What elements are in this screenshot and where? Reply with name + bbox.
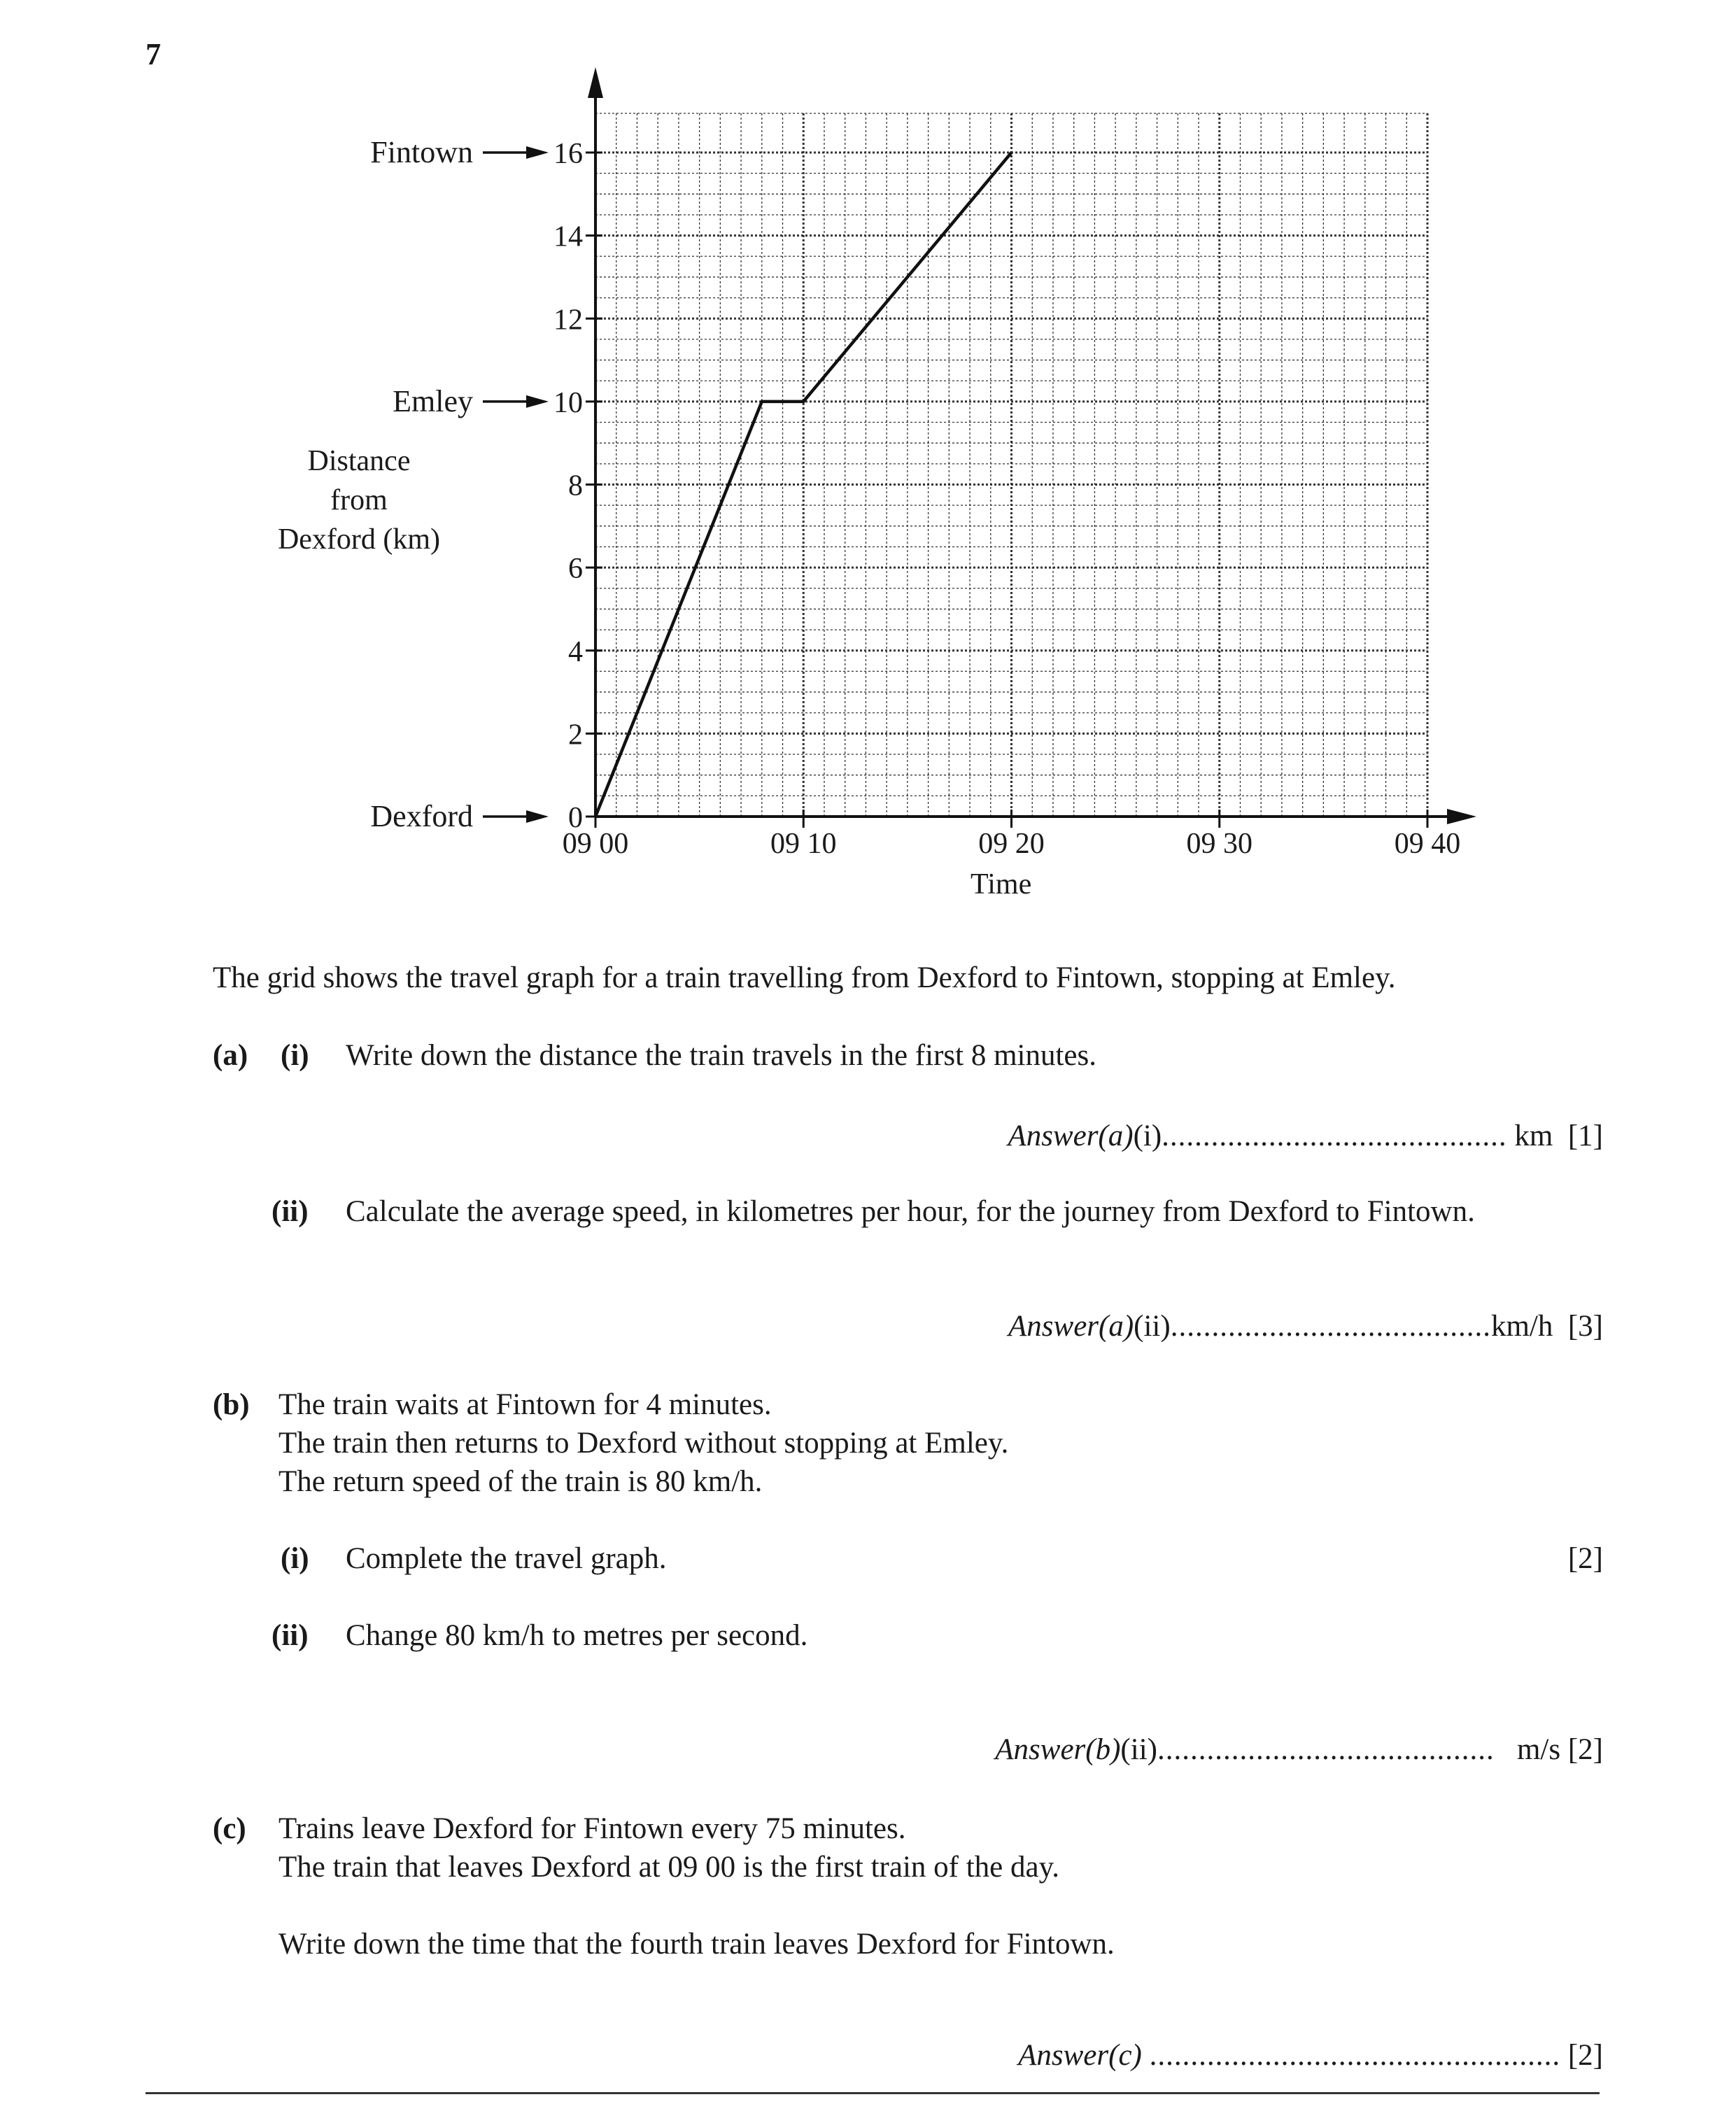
answer-b-ii-unit: m/s xyxy=(1516,1733,1561,1766)
part-b-i-label: (i) xyxy=(281,1542,309,1575)
y-tick-label: 2 xyxy=(568,719,583,751)
part-c-line3: Write down the time that the fourth train leaves Dexford for Fintown. xyxy=(278,1928,1115,1961)
part-a-ii-label: (ii) xyxy=(271,1195,309,1228)
part-c-line1: Trains leave Dexford for Fintown every 75 minutes. xyxy=(278,1812,906,1845)
part-a-i-label: (i) xyxy=(281,1039,309,1072)
y-tick-label: 10 xyxy=(553,386,583,419)
x-axis-arrowhead xyxy=(1447,809,1476,824)
answer-a-ii-label: Answer(a) xyxy=(1008,1310,1134,1343)
answer-a-ii-line xyxy=(1008,1308,1603,1345)
answer-a-i-unit: km xyxy=(1514,1120,1553,1152)
answer-a-i-marks: [1] xyxy=(1567,1120,1603,1152)
part-a-label: (a) xyxy=(213,1039,248,1072)
answer-b-ii-marks: [2] xyxy=(1567,1733,1603,1766)
answer-b-ii-label: Answer(b) xyxy=(995,1733,1121,1766)
question-number: 7 xyxy=(146,37,161,71)
bottom-rule xyxy=(146,2092,1600,2094)
y-tick-label: 12 xyxy=(553,304,583,337)
x-tick-label: 09 40 xyxy=(1394,828,1461,860)
answer-b-ii-line xyxy=(995,1732,1603,1768)
y-tick-label: 16 xyxy=(553,138,583,170)
answer-c-line xyxy=(1018,2038,1603,2074)
part-b-label: (b) xyxy=(213,1388,250,1421)
answer-a-i-line xyxy=(1008,1118,1603,1155)
place-arrowhead xyxy=(526,810,549,823)
y-axis-title-line: from xyxy=(330,484,388,516)
answer-a-ii-sub: (ii) xyxy=(1134,1310,1171,1343)
x-tick-label: 09 00 xyxy=(562,828,629,860)
part-b-line3: The return speed of the train is 80 km/h. xyxy=(278,1465,763,1498)
answer-b-ii-sub: (ii) xyxy=(1120,1733,1157,1766)
part-c-label: (c) xyxy=(213,1812,246,1845)
y-tick-label: 8 xyxy=(568,470,583,502)
y-axis-arrowhead xyxy=(588,67,603,98)
place-label: Emley xyxy=(393,383,473,418)
part-b-i-marks: [2] xyxy=(1567,1542,1603,1575)
answer-c-blank[interactable]: .................................................. xyxy=(1149,2039,1561,2072)
place-arrowhead xyxy=(526,395,549,408)
answer-a-i-blank[interactable]: .......................................... xyxy=(1162,1120,1507,1152)
y-axis-title-line: Distance xyxy=(307,445,411,477)
answer-a-ii-unit: km/h xyxy=(1490,1310,1553,1343)
answer-a-ii-blank[interactable]: ....................................... xyxy=(1170,1310,1491,1343)
part-c-line2: The train that leaves Dexford at 09 00 is the first train of the day. xyxy=(278,1851,1060,1884)
y-axis-title-line: Dexford (km) xyxy=(277,523,441,556)
intro-text: The grid shows the travel graph for a train travelling from Dexford to Fintown, stopping at Emley. xyxy=(213,961,1396,994)
x-tick-label: 09 10 xyxy=(770,828,837,860)
y-tick-label: 0 xyxy=(568,802,583,834)
part-b-line2: The train then returns to Dexford without stopping at Emley. xyxy=(278,1427,1009,1460)
part-b-ii-label: (ii) xyxy=(271,1619,309,1652)
x-axis-title: Time xyxy=(971,868,1032,901)
part-a-ii-text: Calculate the average speed, in kilometres per hour, for the journey from Dexford to Fintown. xyxy=(346,1195,1475,1228)
answer-a-i-sub: (i) xyxy=(1133,1120,1162,1152)
part-b-line1: The train waits at Fintown for 4 minutes. xyxy=(278,1388,772,1421)
travel-graph-svg xyxy=(0,0,1736,938)
part-b-i-text: Complete the travel graph. xyxy=(346,1542,667,1575)
x-tick-label: 09 20 xyxy=(978,828,1045,860)
answer-a-i-label: Answer(a) xyxy=(1008,1120,1134,1152)
x-tick-label: 09 30 xyxy=(1186,828,1252,860)
answer-c-marks: [2] xyxy=(1567,2039,1603,2072)
answer-c-label: Answer(c) xyxy=(1018,2039,1142,2072)
place-label: Fintown xyxy=(370,135,473,169)
y-tick-label: 6 xyxy=(568,553,583,586)
y-tick-label: 14 xyxy=(553,220,583,253)
answer-a-ii-marks: [3] xyxy=(1567,1310,1603,1343)
part-a-i-text: Write down the distance the train travels in the first 8 minutes. xyxy=(346,1039,1096,1072)
place-label: Dexford xyxy=(370,799,473,833)
part-b-ii-text: Change 80 km/h to metres per second. xyxy=(346,1619,808,1652)
place-arrowhead xyxy=(526,146,549,159)
y-tick-label: 4 xyxy=(568,635,583,668)
answer-b-ii-blank[interactable]: ......................................... xyxy=(1157,1733,1495,1766)
travel-graph xyxy=(0,0,1736,938)
